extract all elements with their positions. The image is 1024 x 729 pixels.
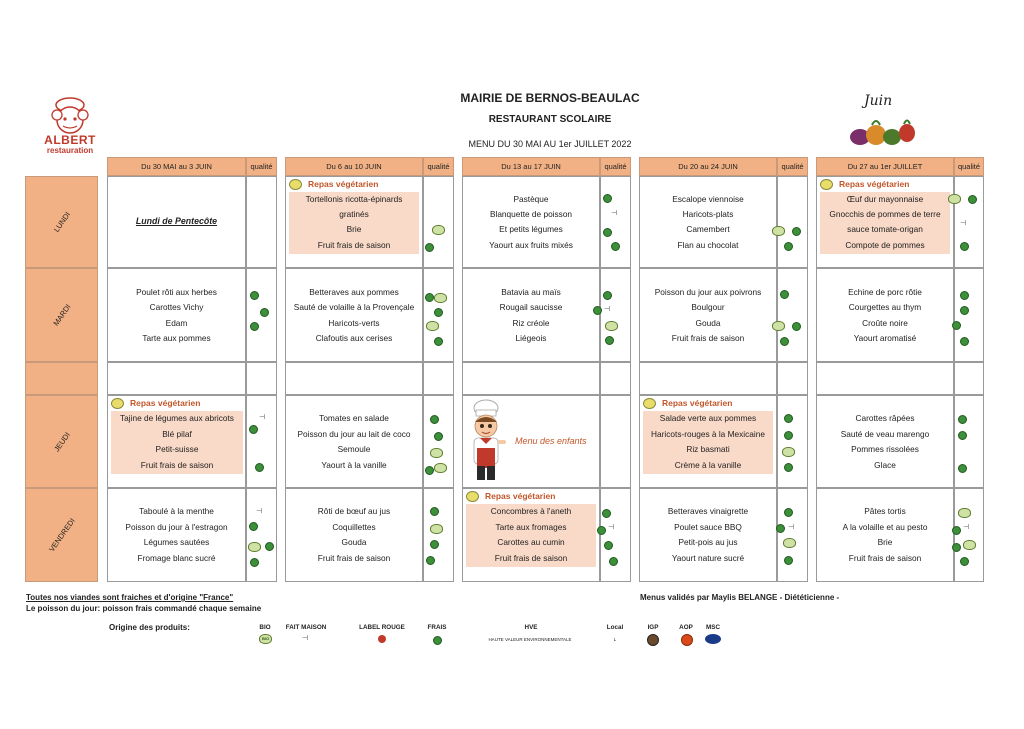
menu-item: Echine de porc rôtie <box>848 287 922 297</box>
chef-child-illustration <box>462 398 510 486</box>
fait-maison-icon: ⊣ <box>256 508 263 515</box>
frais-icon <box>434 337 443 346</box>
bio-icon <box>434 293 447 303</box>
bio-icon <box>783 538 796 548</box>
menu-item: Betteraves vinaigrette <box>667 506 749 516</box>
menu-item: Flan au chocolat <box>677 240 739 250</box>
menu-item: Petit-suisse <box>111 442 243 458</box>
frais-icon <box>250 291 259 300</box>
menu-item: Carottes Vichy <box>149 302 204 312</box>
frais-icon <box>609 557 618 566</box>
menu-item: sauce tomate-origan <box>820 222 950 238</box>
igp-icon <box>647 634 659 646</box>
day-label-vendredi: VENDREDI <box>46 516 77 554</box>
menu-item: Pommes rissolées <box>851 444 919 454</box>
frais-icon <box>597 526 606 535</box>
quality-cell <box>600 176 631 268</box>
bio-icon <box>434 463 447 473</box>
menu-item: Fruit frais de saison <box>111 458 243 474</box>
day-cell-vendredi <box>25 488 98 582</box>
vegetarian-badge <box>111 398 200 409</box>
frais-icon <box>958 415 967 424</box>
logo-brand-name: ALBERT <box>44 133 96 147</box>
frais-icon <box>784 242 793 251</box>
quality-cell <box>777 362 808 395</box>
bio-icon <box>772 226 785 236</box>
pentecote-holiday: Lundi de Pentecôte <box>135 216 218 226</box>
frais-icon <box>430 507 439 516</box>
menu-item: Croûte noire <box>862 318 908 328</box>
quality-header-5: qualité <box>954 157 984 176</box>
quality-cell <box>777 395 808 488</box>
menu-item: Poisson du jour aux poivrons <box>654 287 762 297</box>
frais-icon <box>792 227 801 236</box>
menu-item: Blé pilaf <box>111 427 243 443</box>
quality-header-4: qualité <box>777 157 808 176</box>
vegetarian-badge <box>466 491 555 502</box>
vegetarian-label: Repas végétarien <box>839 179 910 189</box>
menu-item: Rôti de bœuf au jus <box>317 506 391 516</box>
legend-igp-label: IGP <box>647 624 659 631</box>
menu-item: Yaourt aux fruits mixés <box>489 240 573 250</box>
logo-brand-subtitle: restauration <box>46 146 94 155</box>
menu-cell <box>107 362 246 395</box>
vegetarian-badge <box>820 179 909 190</box>
juin-vegetables-logo <box>842 93 924 149</box>
menu-item: Poulet sauce BBQ <box>674 522 742 532</box>
day-cell-mardi <box>25 268 98 362</box>
menu-item: Edam <box>165 318 188 328</box>
day-cell-mercredi <box>25 362 98 395</box>
frais-icon <box>960 557 969 566</box>
menu-item: Pastèque <box>513 194 549 204</box>
frais-icon <box>958 464 967 473</box>
menu-item: Carottes au cumin <box>466 535 596 551</box>
frais-icon <box>426 556 435 565</box>
month-handwriting: Juin <box>864 93 893 109</box>
legend-frais-label: FRAIS <box>427 624 447 631</box>
frais-icon <box>958 431 967 440</box>
frais-icon <box>250 558 259 567</box>
frais-icon <box>602 509 611 518</box>
menu-item: Betteraves aux pommes <box>309 287 399 297</box>
menu-item: Clafoutis aux cerises <box>315 333 393 343</box>
menu-item: Fruit frais de saison <box>466 551 596 567</box>
fait-maison-icon: ⊣ <box>604 306 611 313</box>
week-header-3: Du 13 au 17 JUIN <box>462 157 600 176</box>
quality-cell <box>600 395 631 488</box>
menu-item: Sauté de volaille à la Provençale <box>293 302 415 312</box>
week-header-1: Du 30 MAI au 3 JUIN <box>107 157 246 176</box>
frais-icon <box>952 543 961 552</box>
menu-item: Haricots-rouges à la Mexicaine <box>643 427 773 443</box>
quality-cell <box>246 362 277 395</box>
legend-label-rouge-label: LABEL ROUGE <box>359 624 405 631</box>
menu-item: Crème à la vanille <box>643 458 773 474</box>
frais-icon <box>960 291 969 300</box>
week-header-2: Du 6 au 10 JUIN <box>285 157 423 176</box>
frais-icon <box>425 243 434 252</box>
menu-item: Poisson du jour au lait de coco <box>297 429 411 439</box>
vegetarian-icon <box>820 179 833 190</box>
quality-cell <box>246 395 277 488</box>
frais-icon <box>784 414 793 423</box>
quality-cell <box>600 268 631 362</box>
frais-icon <box>968 195 977 204</box>
quality-cell <box>423 488 454 582</box>
menu-item: Pâtes tortis <box>864 506 906 516</box>
menu-item: Concombres à l'aneth <box>466 504 596 520</box>
bio-icon <box>430 524 443 534</box>
menu-item: Courgettes au thym <box>848 302 922 312</box>
quality-header-1: qualité <box>246 157 277 176</box>
vegetarian-badge <box>289 179 378 190</box>
frais-icon <box>960 337 969 346</box>
quality-cell <box>954 488 984 582</box>
msc-icon <box>705 634 721 644</box>
menu-item: Poulet rôti aux herbes <box>136 287 217 297</box>
bio-icon <box>432 225 445 235</box>
menu-item: Batavia au maïs <box>501 287 561 297</box>
frais-icon <box>425 466 434 475</box>
menu-item: Brie <box>877 537 893 547</box>
vegetarian-icon <box>111 398 124 409</box>
frais-icon <box>433 636 442 645</box>
quality-header-3: qualité <box>600 157 631 176</box>
fait-maison-icon: ⊣ <box>302 635 309 642</box>
quality-header-2: qualité <box>423 157 454 176</box>
frais-icon <box>249 522 258 531</box>
menu-item: Fruit frais de saison <box>289 238 419 254</box>
menu-item: Yaourt aromatisé <box>853 333 917 343</box>
bio-icon <box>958 508 971 518</box>
frais-icon <box>430 415 439 424</box>
frais-icon <box>784 431 793 440</box>
frais-icon <box>960 242 969 251</box>
fait-maison-icon: ⊣ <box>608 524 615 531</box>
frais-icon <box>784 463 793 472</box>
menu-item: Haricots-verts <box>328 318 380 328</box>
menu-item: Poisson du jour à l'estragon <box>125 522 228 532</box>
quality-cell <box>600 488 631 582</box>
menu-item: Petit-pois au jus <box>678 537 738 547</box>
menu-item: Tomates en salade <box>319 413 389 423</box>
legend-aop-label: AOP <box>679 624 693 631</box>
quality-cell <box>777 176 808 268</box>
frais-icon <box>784 556 793 565</box>
vegetarian-icon <box>643 398 656 409</box>
frais-icon <box>434 432 443 441</box>
vegetarian-icon <box>289 179 302 190</box>
frais-icon <box>425 293 434 302</box>
menu-item: Camembert <box>686 224 730 234</box>
frais-icon <box>250 322 259 331</box>
menu-item: Et petits légumes <box>499 224 563 234</box>
frais-icon <box>611 242 620 251</box>
fait-maison-icon: ⊣ <box>963 524 970 531</box>
menu-item: Yaourt nature sucré <box>671 553 745 563</box>
menu-item: A la volaille et au pesto <box>842 522 928 532</box>
frais-icon <box>780 290 789 299</box>
week-header-5: Du 27 au 1er JUILLET <box>816 157 954 176</box>
frais-icon <box>605 336 614 345</box>
bio-icon: BIO <box>259 634 272 644</box>
bio-icon <box>772 321 785 331</box>
menu-item: gratinés <box>289 207 419 223</box>
frais-icon <box>780 337 789 346</box>
quality-cell <box>954 268 984 362</box>
menu-item: Glace <box>874 460 896 470</box>
vegetarian-badge <box>643 398 732 409</box>
frais-icon <box>265 542 274 551</box>
bio-icon <box>248 542 261 552</box>
albert-restauration-logo <box>30 95 110 157</box>
menu-item: Semoule <box>337 444 371 454</box>
menu-item: Rougail saucisse <box>499 302 563 312</box>
menu-cell <box>639 362 777 395</box>
quality-cell <box>777 268 808 362</box>
menu-item: Riz créole <box>512 318 550 328</box>
menu-item: Blanquette de poisson <box>489 209 573 219</box>
quality-cell <box>954 395 984 488</box>
menu-item: Riz basmati <box>643 442 773 458</box>
menu-item: Légumes sautées <box>143 537 210 547</box>
menu-cell <box>816 362 954 395</box>
menu-cell <box>285 362 423 395</box>
frais-icon <box>593 306 602 315</box>
menu-item: Gouda <box>695 318 721 328</box>
frais-icon <box>952 526 961 535</box>
aop-icon <box>681 634 693 646</box>
menu-item: Fruit frais de saison <box>848 553 922 563</box>
legend-bio-label: BIO <box>259 624 271 631</box>
legend-hve-label: HVE <box>524 624 538 631</box>
fait-maison-icon: ⊣ <box>788 524 795 531</box>
vegetarian-label: Repas végétarien <box>662 398 733 408</box>
menu-item: Tarte aux pommes <box>142 333 211 343</box>
legend-local-label: Local <box>606 624 624 631</box>
menu-item: Boulgour <box>691 302 725 312</box>
frais-icon <box>952 321 961 330</box>
frais-icon <box>603 194 612 203</box>
menu-item: Sauté de veau marengo <box>840 429 930 439</box>
local-icon: L <box>613 637 617 642</box>
legend-fait-maison-label: FAIT MAISON <box>285 624 327 631</box>
frais-icon <box>792 322 801 331</box>
menu-item: Liégeois <box>515 333 547 343</box>
quality-cell <box>246 176 277 268</box>
quality-cell <box>246 488 277 582</box>
quality-cell <box>423 362 454 395</box>
frais-icon <box>776 524 785 533</box>
menu-item: Coquillettes <box>332 522 376 532</box>
frais-icon <box>604 541 613 550</box>
bio-icon <box>782 447 795 457</box>
quality-cell <box>600 362 631 395</box>
menu-item: Œuf dur mayonnaise <box>820 192 950 208</box>
week-header-4: Du 20 au 24 JUIN <box>639 157 777 176</box>
menu-item: Haricots-plats <box>682 209 734 219</box>
bio-icon <box>426 321 439 331</box>
hve-description: HAUTE VALEUR ENVIRONNEMENTALE <box>488 637 572 642</box>
menu-item: Carottes râpées <box>855 413 915 423</box>
frais-icon <box>603 291 612 300</box>
frais-icon <box>255 463 264 472</box>
fait-maison-icon: ⊣ <box>611 210 618 217</box>
day-cell-lundi <box>25 176 98 268</box>
bio-icon <box>430 448 443 458</box>
menu-item: Taboulé à la menthe <box>139 506 214 516</box>
meat-origin-note: Toutes nos viandes sont fraiches et d'origine "France" <box>26 593 234 602</box>
page-subtitle: RESTAURANT SCOLAIRE <box>488 114 612 125</box>
legend-msc-label: MSC <box>706 624 720 631</box>
frais-icon <box>430 540 439 549</box>
menu-item: Tortellonis ricotta-épinards <box>289 192 419 208</box>
vegetarian-label: Repas végétarien <box>308 179 379 189</box>
menu-cell <box>462 362 600 395</box>
day-label-mardi: MARDI <box>50 302 73 328</box>
vegetarian-label: Repas végétarien <box>130 398 201 408</box>
bio-icon <box>948 194 961 204</box>
menu-item: Tajine de légumes aux abricots <box>111 411 243 427</box>
menu-item: Compote de pommes <box>820 238 950 254</box>
frais-icon <box>260 308 269 317</box>
bio-icon <box>963 540 976 550</box>
menu-item: Salade verte aux pommes <box>643 411 773 427</box>
menu-item: Gouda <box>341 537 367 547</box>
bio-icon <box>605 321 618 331</box>
vegetarian-label: Repas végétarien <box>485 491 556 501</box>
day-cell-jeudi <box>25 395 98 488</box>
frais-icon <box>434 308 443 317</box>
fait-maison-icon: ⊣ <box>960 220 967 227</box>
frais-icon <box>784 508 793 517</box>
menu-period: MENU DU 30 MAI AU 1er JUILLET 2022 <box>468 139 632 149</box>
menu-item: Fruit frais de saison <box>317 553 391 563</box>
quality-cell <box>423 176 454 268</box>
day-label-jeudi: JEUDI <box>51 430 72 453</box>
menu-item: Escalope viennoise <box>672 194 744 204</box>
frais-icon <box>603 228 612 237</box>
fish-note: Le poisson du jour: poisson frais commandé chaque semaine <box>26 604 262 613</box>
label-rouge-icon <box>378 635 386 643</box>
menu-item: Gnocchis de pommes de terre <box>820 207 950 223</box>
origin-label: Origine des produits: <box>109 623 190 632</box>
menu-item: Fruit frais de saison <box>671 333 745 343</box>
menu-item: Fromage blanc sucré <box>137 553 216 563</box>
fait-maison-icon: ⊣ <box>259 414 266 421</box>
menu-item: Tarte aux fromages <box>466 520 596 536</box>
frais-icon <box>249 425 258 434</box>
menu-item: Yaourt à la vanille <box>321 460 387 470</box>
vegetarian-icon <box>466 491 479 502</box>
day-label-lundi: LUNDI <box>51 210 72 234</box>
frais-icon <box>960 306 969 315</box>
quality-cell <box>777 488 808 582</box>
validation-note: Menus validés par Maylis BELANGE - Diététicienne - <box>640 593 840 602</box>
kids-menu-label: Menu des enfants <box>515 436 587 446</box>
quality-cell <box>954 362 984 395</box>
menu-item: Brie <box>289 222 419 238</box>
page-title: MAIRIE DE BERNOS-BEAULAC <box>460 91 640 105</box>
